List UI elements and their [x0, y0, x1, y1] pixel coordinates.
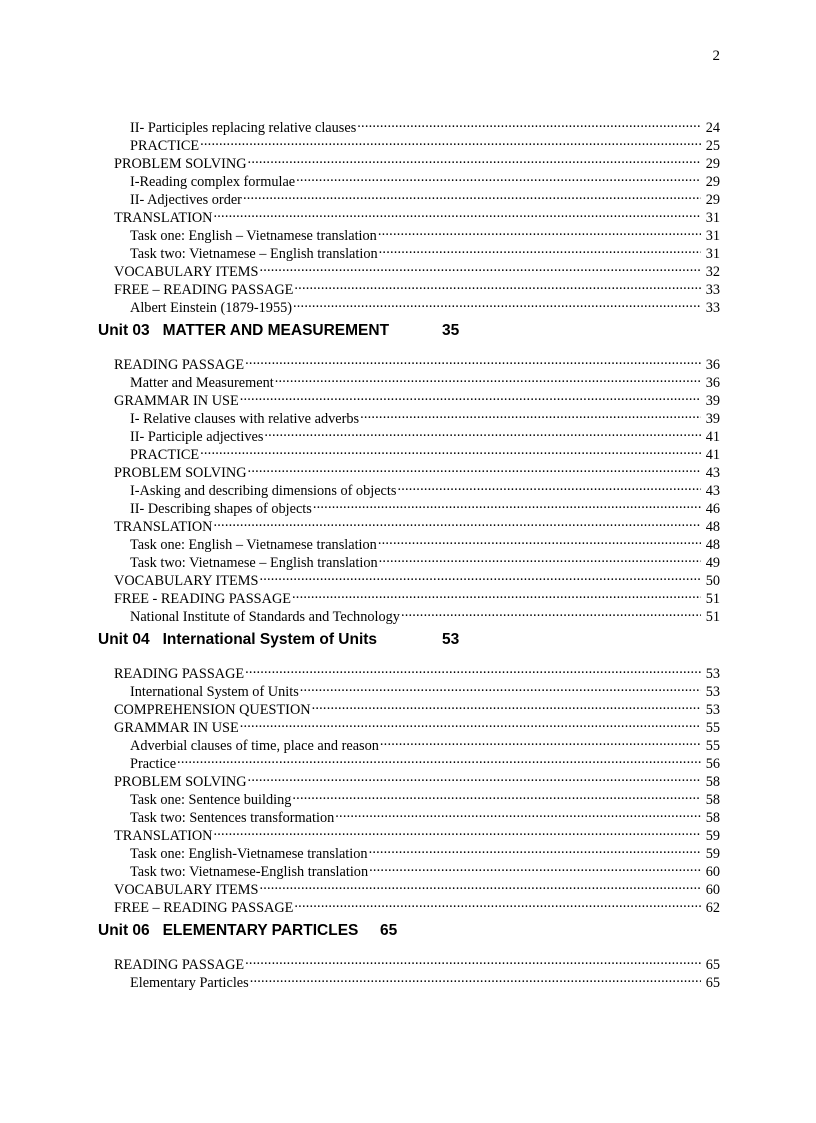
toc-entry-label: FREE – READING PASSAGE: [114, 900, 294, 916]
toc-entry[interactable]: [130, 240, 720, 262]
toc-entry-label: II- Describing shapes of objects: [130, 501, 312, 517]
toc-entry-label: TRANSLATION: [114, 210, 213, 226]
dot-leader: [243, 186, 701, 204]
dot-leader: [292, 585, 701, 603]
toc-entry-page: 31: [705, 210, 720, 226]
toc-entry[interactable]: [114, 951, 720, 973]
dot-leader: [245, 351, 701, 369]
unit-page: 53: [442, 631, 460, 648]
toc-entry-page: 55: [705, 720, 720, 736]
toc-entry-label: Task two: Vietnamese – English translation: [130, 246, 378, 262]
dot-leader: [312, 696, 701, 714]
dot-leader: [275, 369, 701, 387]
unit-title: Unit 04 International System of Units: [98, 631, 378, 648]
dot-leader: [177, 750, 701, 768]
dot-leader: [378, 531, 701, 549]
toc-entry-page: 29: [705, 192, 720, 208]
toc-entry-page: 36: [705, 375, 720, 391]
toc-entry[interactable]: [130, 222, 720, 244]
dot-leader: [380, 732, 701, 750]
toc-entry-page: 29: [705, 174, 720, 190]
unit-heading-03[interactable]: [98, 314, 816, 348]
toc-entry-label: II- Participles replacing relative clauses: [130, 120, 357, 136]
toc-entry[interactable]: [130, 369, 720, 391]
dot-leader: [259, 567, 701, 585]
toc-entry-page: 65: [705, 957, 720, 973]
toc-entry-label: PROBLEM SOLVING: [114, 465, 247, 481]
toc-entry-page: 58: [705, 810, 720, 826]
toc-entry[interactable]: [130, 786, 720, 808]
toc-entry-label: Adverbial clauses of time, place and reason: [130, 738, 379, 754]
unit-title: Unit 03 MATTER AND MEASUREMENT: [98, 322, 390, 339]
toc-entry-page: 32: [705, 264, 720, 280]
toc-entry[interactable]: [130, 678, 720, 700]
toc-entry-label: II- Participle adjectives: [130, 429, 264, 445]
toc-entry-label: II- Adjectives order: [130, 192, 242, 208]
toc-entry[interactable]: [114, 513, 720, 535]
toc-entry-label: READING PASSAGE: [114, 666, 245, 682]
dot-leader: [214, 513, 702, 531]
toc-entry-label: I-Asking and describing dimensions of objects: [130, 483, 397, 499]
dot-leader: [200, 441, 701, 459]
toc-entry[interactable]: [130, 732, 720, 754]
toc-entry[interactable]: [114, 204, 720, 226]
toc-entry[interactable]: [114, 768, 720, 790]
toc-entry-page: 43: [705, 483, 720, 499]
toc-entry-label: I- Relative clauses with relative adverbs: [130, 411, 360, 427]
page-number: 2: [712, 48, 720, 64]
toc-entry-label: PRACTICE: [130, 447, 200, 463]
dot-leader: [248, 459, 701, 477]
toc-entry-page: 41: [705, 429, 720, 445]
toc-entry-label: VOCABULARY ITEMS: [114, 573, 259, 589]
dot-leader: [214, 204, 702, 222]
toc-entry-label: TRANSLATION: [114, 519, 213, 535]
toc-entry-page: 51: [705, 591, 720, 607]
toc-entry-page: 55: [705, 738, 720, 754]
toc-entry[interactable]: [114, 567, 720, 589]
toc-entry[interactable]: [130, 186, 720, 208]
toc-entry-label: Task one: Sentence building: [130, 792, 292, 808]
toc-entry-page: 53: [705, 666, 720, 682]
toc-entry-page: 51: [705, 609, 720, 625]
dot-leader: [300, 678, 701, 696]
toc-entry-page: 53: [705, 684, 720, 700]
dot-leader: [259, 876, 701, 894]
toc-entry-label: Task one: English – Vietnamese translation: [130, 228, 377, 244]
toc-entry[interactable]: [130, 294, 720, 316]
toc-entry-label: READING PASSAGE: [114, 357, 245, 373]
toc-entry-label: COMPREHENSION QUESTION: [114, 702, 311, 718]
dot-leader: [248, 768, 701, 786]
toc-entry-page: 58: [705, 792, 720, 808]
toc-entry[interactable]: [114, 585, 720, 607]
dot-leader: [397, 477, 701, 495]
toc-entry-label: FREE – READING PASSAGE: [114, 282, 294, 298]
unit-title: Unit 06 ELEMENTARY PARTICLES: [98, 922, 359, 939]
toc-entry-page: 62: [705, 900, 720, 916]
toc-entry-page: 59: [705, 846, 720, 862]
toc-entry-label: Matter and Measurement: [130, 375, 274, 391]
dot-leader: [259, 258, 701, 276]
dot-leader: [294, 894, 701, 912]
toc-entry-label: PRACTICE: [130, 138, 200, 154]
table-of-contents: [0, 114, 816, 991]
toc-entry-page: 31: [705, 228, 720, 244]
toc-entry[interactable]: [130, 168, 720, 190]
dot-leader: [369, 840, 701, 858]
toc-entry-page: 59: [705, 828, 720, 844]
toc-entry[interactable]: [130, 114, 720, 136]
toc-entry[interactable]: [130, 531, 720, 553]
dot-leader: [294, 276, 701, 294]
toc-entry-page: 48: [705, 537, 720, 553]
toc-entry[interactable]: [130, 750, 720, 772]
toc-entry-label: READING PASSAGE: [114, 957, 245, 973]
toc-entry[interactable]: [130, 441, 720, 463]
toc-entry[interactable]: [130, 804, 720, 826]
toc-entry[interactable]: [130, 603, 720, 625]
toc-entry-page: 65: [705, 975, 720, 991]
dot-leader: [379, 549, 701, 567]
unit-heading-04[interactable]: [98, 623, 816, 657]
toc-group-unit-02-continued: [0, 114, 816, 316]
toc-entry[interactable]: [130, 405, 720, 427]
dot-leader: [293, 294, 701, 312]
toc-entry-label: Practice: [130, 756, 177, 772]
dot-leader: [200, 132, 701, 150]
toc-entry-page: 53: [705, 702, 720, 718]
dot-leader: [379, 240, 701, 258]
unit-page: 65: [380, 922, 398, 939]
toc-entry-page: 39: [705, 393, 720, 409]
toc-entry[interactable]: [130, 549, 720, 571]
toc-entry[interactable]: [130, 423, 720, 445]
dot-leader: [292, 786, 701, 804]
dot-leader: [214, 822, 702, 840]
dot-leader: [357, 114, 701, 132]
toc-entry-page: 33: [705, 300, 720, 316]
toc-entry-label: Albert Einstein (1879-1955): [130, 300, 292, 316]
toc-entry[interactable]: [114, 150, 720, 172]
toc-group-unit-04: [0, 660, 816, 916]
toc-entry-page: 36: [705, 357, 720, 373]
dot-leader: [245, 951, 701, 969]
toc-entry-label: International System of Units: [130, 684, 299, 700]
toc-entry-page: 41: [705, 447, 720, 463]
toc-entry[interactable]: [114, 876, 720, 898]
toc-entry-page: 25: [705, 138, 720, 154]
toc-entry-label: TRANSLATION: [114, 828, 213, 844]
toc-entry[interactable]: [114, 696, 720, 718]
toc-entry-page: 49: [705, 555, 720, 571]
toc-entry-label: I-Reading complex formulae: [130, 174, 296, 190]
toc-entry-page: 58: [705, 774, 720, 790]
toc-entry-label: National Institute of Standards and Technology: [130, 609, 400, 625]
dot-leader: [296, 168, 701, 186]
toc-entry-page: 50: [705, 573, 720, 589]
toc-entry-page: 29: [705, 156, 720, 172]
dot-leader: [240, 387, 701, 405]
unit-page: 35: [442, 322, 460, 339]
toc-entry-page: 46: [705, 501, 720, 517]
toc-entry-page: 60: [705, 882, 720, 898]
toc-entry[interactable]: [114, 660, 720, 682]
toc-entry[interactable]: [114, 714, 720, 736]
toc-entry-label: Task two: Vietnamese-English translation: [130, 864, 369, 880]
toc-entry[interactable]: [114, 276, 720, 298]
unit-heading-06[interactable]: [98, 914, 816, 948]
toc-group-unit-06: [0, 951, 816, 991]
toc-entry-label: Task one: English – Vietnamese translation: [130, 537, 377, 553]
toc-entry[interactable]: [130, 969, 720, 991]
toc-entry[interactable]: [130, 132, 720, 154]
toc-entry[interactable]: [114, 258, 720, 280]
toc-entry-page: 56: [705, 756, 720, 772]
dot-leader: [378, 222, 701, 240]
toc-entry-page: 24: [705, 120, 720, 136]
dot-leader: [248, 150, 701, 168]
toc-group-unit-03: [0, 351, 816, 625]
toc-entry-label: VOCABULARY ITEMS: [114, 264, 259, 280]
toc-entry[interactable]: [130, 858, 720, 880]
toc-entry[interactable]: [114, 387, 720, 409]
toc-entry-label: PROBLEM SOLVING: [114, 774, 247, 790]
toc-entry[interactable]: [130, 495, 720, 517]
toc-entry-page: 43: [705, 465, 720, 481]
toc-entry-label: Task two: Vietnamese – English translation: [130, 555, 378, 571]
toc-entry[interactable]: [130, 840, 720, 862]
toc-entry-label: GRAMMAR IN USE: [114, 393, 239, 409]
dot-leader: [245, 660, 701, 678]
dot-leader: [401, 603, 701, 621]
toc-entry[interactable]: [114, 822, 720, 844]
toc-entry[interactable]: [114, 459, 720, 481]
toc-entry[interactable]: [114, 894, 720, 916]
toc-entry-label: VOCABULARY ITEMS: [114, 882, 259, 898]
toc-entry-page: 39: [705, 411, 720, 427]
dot-leader: [240, 714, 701, 732]
toc-entry-label: GRAMMAR IN USE: [114, 720, 239, 736]
toc-entry-page: 60: [705, 864, 720, 880]
dot-leader: [360, 405, 701, 423]
toc-entry-page: 31: [705, 246, 720, 262]
toc-entry-page: 33: [705, 282, 720, 298]
dot-leader: [369, 858, 701, 876]
toc-entry-label: Elementary Particles: [130, 975, 249, 991]
dot-leader: [335, 804, 701, 822]
toc-entry[interactable]: [130, 477, 720, 499]
toc-entry-label: FREE - READING PASSAGE: [114, 591, 292, 607]
dot-leader: [250, 969, 701, 987]
toc-entry[interactable]: [114, 351, 720, 373]
dot-leader: [313, 495, 701, 513]
dot-leader: [264, 423, 701, 441]
toc-entry-label: PROBLEM SOLVING: [114, 156, 247, 172]
toc-entry-label: Task two: Sentences transformation: [130, 810, 335, 826]
toc-entry-page: 48: [705, 519, 720, 535]
toc-entry-label: Task one: English-Vietnamese translation: [130, 846, 368, 862]
